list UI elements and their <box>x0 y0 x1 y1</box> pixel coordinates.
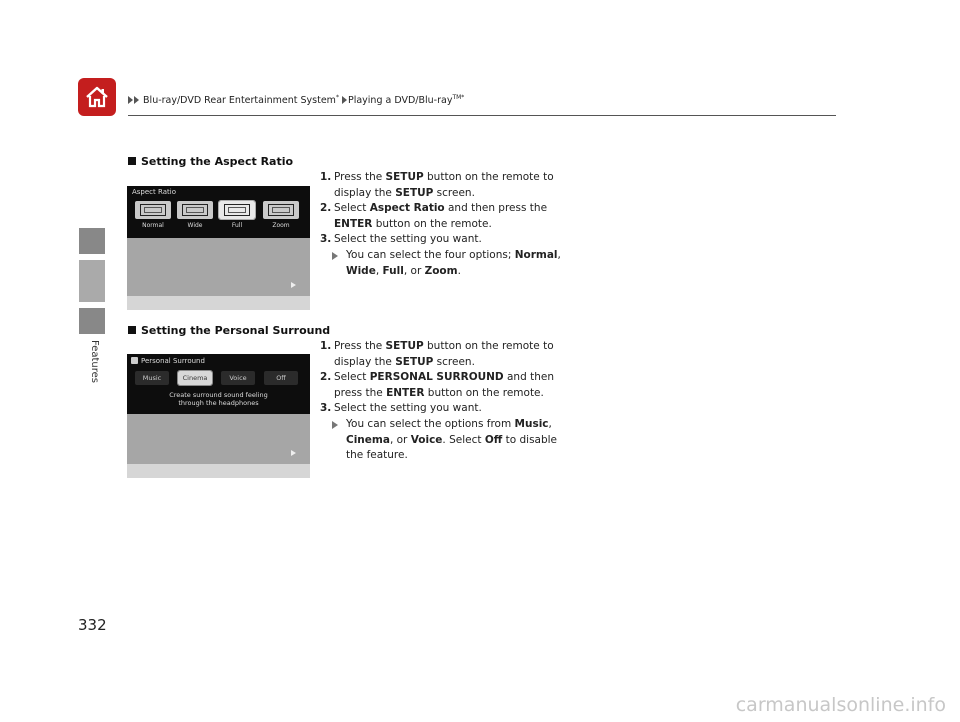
steps-personal-surround <box>320 339 580 464</box>
side-tab-lower <box>79 308 105 334</box>
step-1: 1. Press the SETUP button on the remote to display the SETUP screen. <box>320 340 554 368</box>
breadcrumb-arrow-icon <box>134 96 139 104</box>
side-label: Features <box>89 340 100 383</box>
wide-option-icon[interactable] <box>177 201 213 219</box>
step-2: 2. Select PERSONAL SURROUND and then press the ENTER button on the remote. <box>320 371 554 399</box>
bullet-square-icon <box>128 157 136 165</box>
step-3-note: You can select the four options; Normal, Wide, Full, or Zoom. <box>320 248 580 279</box>
breadcrumb-item[interactable]: Playing a DVD/Blu-ray <box>347 95 453 107</box>
screen-title: Aspect Ratio <box>132 188 176 196</box>
normal-option-icon[interactable] <box>135 201 171 219</box>
watermark[interactable]: carmanualsonline.info <box>735 694 946 716</box>
music-option[interactable]: Music <box>135 371 169 385</box>
step-3: 3. Select the setting you want. <box>320 233 482 246</box>
voice-option[interactable]: Voice <box>221 371 255 385</box>
play-icon <box>291 450 296 456</box>
screen-menu-panel <box>127 186 310 238</box>
option-description: Create surround sound feeling through the headphones <box>169 391 268 407</box>
option-label: Wide <box>187 222 203 229</box>
home-button[interactable] <box>78 78 116 116</box>
footnote-mark: * <box>335 94 339 101</box>
page-number: 332 <box>78 616 107 634</box>
arrow-icon <box>332 421 338 429</box>
personal-surround-screen <box>127 354 310 478</box>
full-option-icon[interactable] <box>219 201 255 219</box>
breadcrumb-arrow-icon <box>342 96 347 104</box>
off-option[interactable]: Off <box>264 371 298 385</box>
steps-aspect-ratio <box>320 170 580 279</box>
step-3: 3. Select the setting you want. <box>320 402 482 415</box>
breadcrumb-item[interactable]: Blu-ray/DVD Rear Entertainment System <box>143 95 336 107</box>
side-tab-upper <box>79 228 105 254</box>
headphones-icon <box>131 357 138 364</box>
option-label: Normal <box>142 222 164 229</box>
arrow-icon <box>332 252 338 260</box>
screen-title: Personal Surround <box>141 357 205 365</box>
side-tab-active[interactable] <box>79 260 105 302</box>
step-2: 2. Select Aspect Ratio and then press the ENTER button on the remote. <box>320 202 548 230</box>
screen-bottom-strip <box>127 296 310 310</box>
breadcrumb-arrow-icon <box>128 96 133 104</box>
home-icon <box>84 85 110 109</box>
cinema-option[interactable]: Cinema <box>178 371 212 385</box>
trademark-mark: TM* <box>452 94 465 101</box>
screen-menu-panel <box>127 354 310 414</box>
aspect-ratio-screen <box>127 186 310 310</box>
option-label: Full <box>231 222 243 229</box>
header-divider <box>128 115 836 116</box>
play-icon <box>291 282 296 288</box>
zoom-option-icon[interactable] <box>263 201 299 219</box>
step-3-note: You can select the options from Music, Cinema, or Voice. Select Off to disable the feature. <box>320 417 580 464</box>
step-1: 1. Press the SETUP button on the remote to display the SETUP screen. <box>320 171 554 199</box>
bullet-square-icon <box>128 326 136 334</box>
section-heading: Setting the Personal Surround <box>128 324 330 337</box>
section-heading: Setting the Aspect Ratio <box>128 155 293 168</box>
screen-bottom-strip <box>127 464 310 478</box>
breadcrumb <box>128 94 464 106</box>
option-label: Zoom <box>272 222 290 229</box>
